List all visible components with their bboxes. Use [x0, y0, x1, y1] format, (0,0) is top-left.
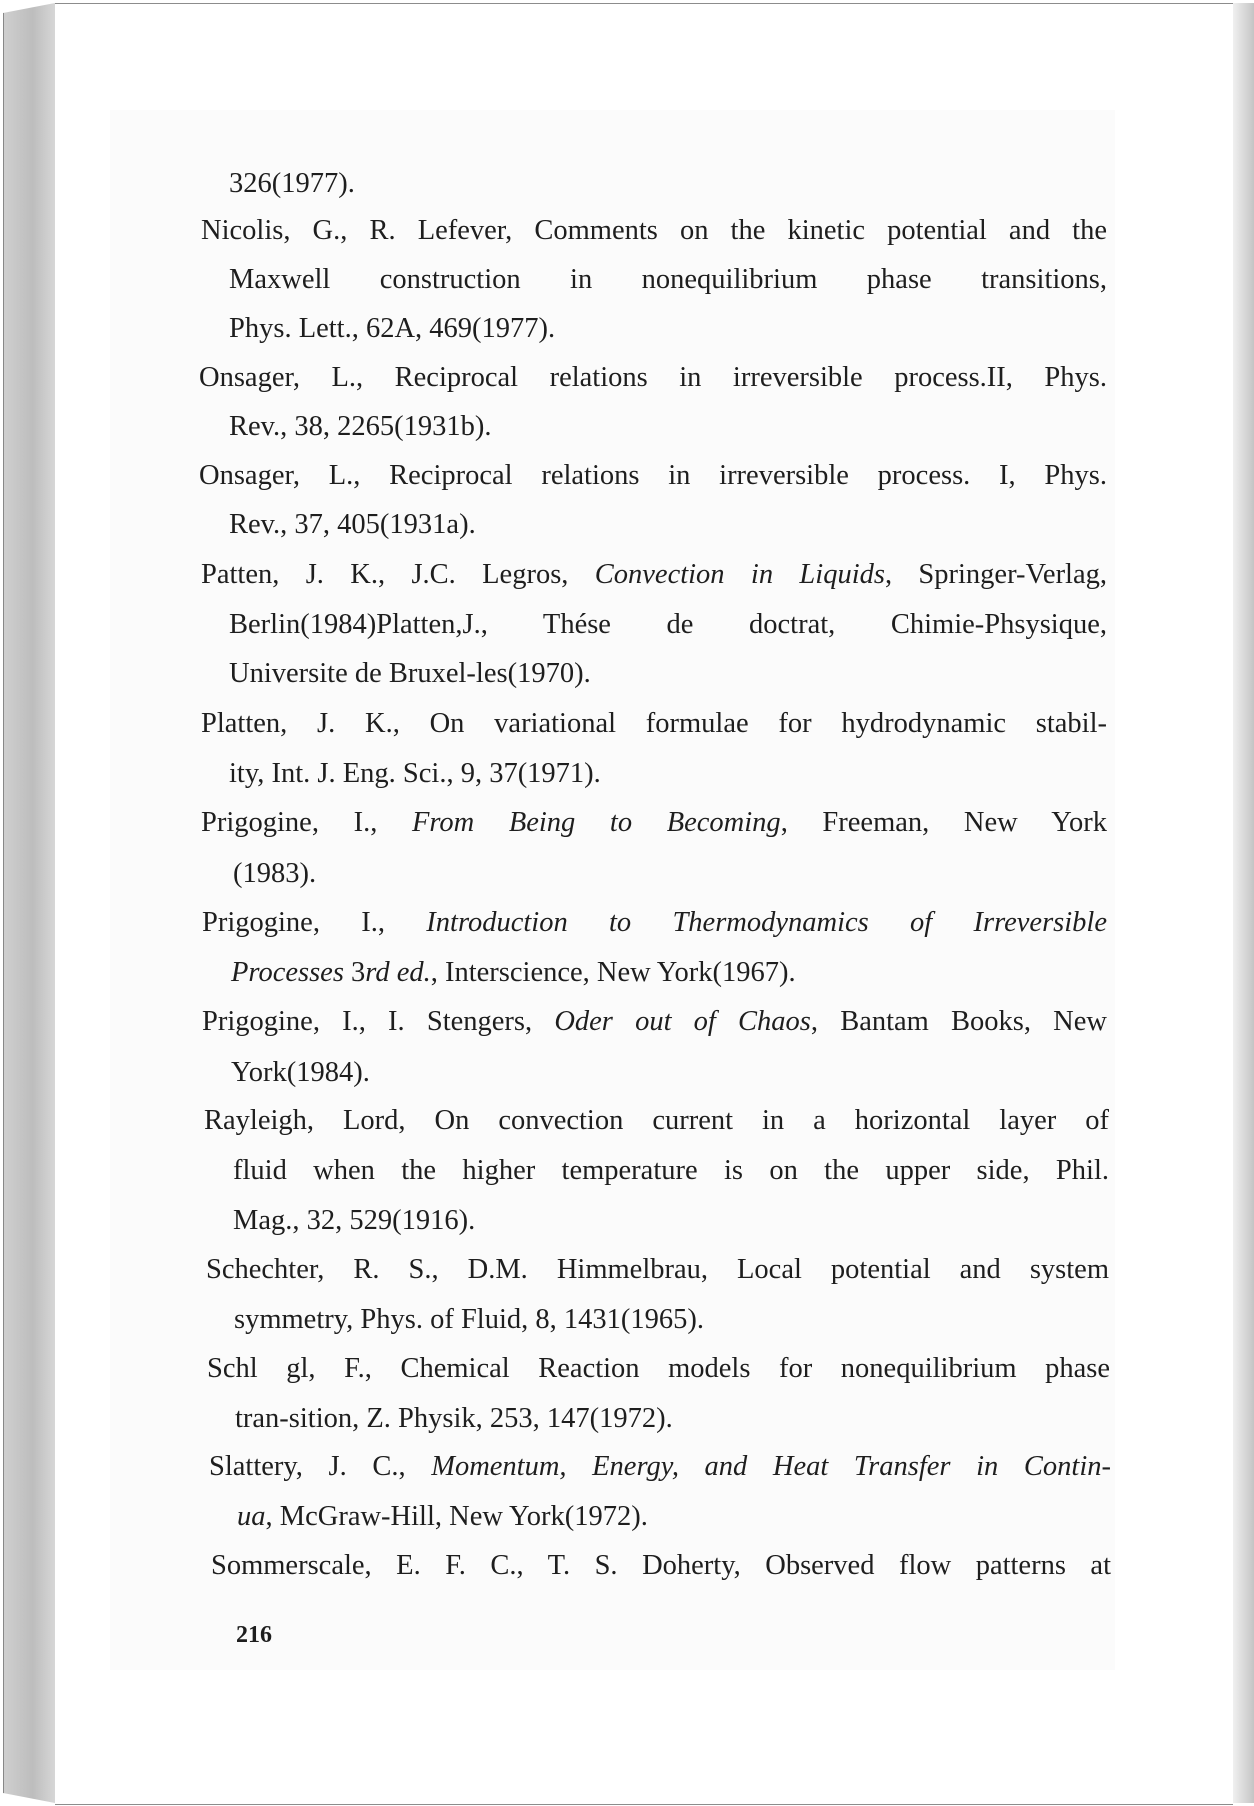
reference-text: , Freeman, New York	[780, 807, 1107, 838]
reference-text: Prigogine, I., I. Stengers,	[202, 1006, 555, 1037]
reference-line: (1983).	[233, 858, 317, 889]
reference-line: Rayleigh, Lord, On convection current in a horizontal layer of	[204, 1105, 1109, 1136]
reference-text: Prigogine, I.,	[201, 807, 412, 838]
page-number: 216	[236, 1622, 272, 1648]
reference-line: Berlin(1984)Platten,J., Thése de doctrat, Chimie-Phsysique,	[229, 609, 1107, 640]
reference-line: Onsager, L., Reciprocal relations in irreversible process.II, Phys.	[199, 362, 1107, 393]
reference-line: 326(1977).	[229, 168, 355, 199]
reference-line: Onsager, L., Reciprocal relations in irreversible process. I, Phys.	[199, 460, 1107, 491]
reference-line	[202, 906, 1107, 940]
reference-text: , McGraw-Hill, New York(1972).	[265, 1501, 648, 1532]
reference-line: tran-sition, Z. Physik, 253, 147(1972).	[235, 1403, 673, 1434]
reference-line	[201, 558, 1107, 592]
reference-line: Schl gl, F., Chemical Reaction models for nonequilibrium phase	[207, 1353, 1110, 1384]
reference-line	[202, 1005, 1107, 1039]
reference-line: Sommerscale, E. F. C., T. S. Doherty, Observed flow patterns at	[211, 1550, 1111, 1581]
reference-line: Phys. Lett., 62A, 469(1977).	[229, 313, 556, 344]
edition-text: rd ed.	[365, 957, 431, 988]
reference-line	[237, 1500, 648, 1534]
reference-text: Prigogine, I.,	[202, 907, 427, 938]
reference-line: ity, Int. J. Eng. Sci., 9, 37(1971).	[229, 758, 601, 789]
reference-line: York(1984).	[231, 1057, 370, 1088]
reference-text: Patten, J. K., J.C. Legros,	[201, 559, 595, 590]
book-title: Oder out of Chaos	[554, 1006, 811, 1037]
reference-line: Schechter, R. S., D.M. Himmelbrau, Local potential and system	[206, 1254, 1109, 1285]
book-title: Processes	[231, 957, 344, 988]
book-title: ua	[237, 1501, 266, 1532]
book-title: Introduction to Thermodynamics of Irreversible	[426, 907, 1107, 938]
reference-line	[209, 1450, 1111, 1484]
reference-line: Nicolis, G., R. Lefever, Comments on the kinetic potential and the	[201, 215, 1107, 246]
book-title: From Being to Becoming	[411, 807, 781, 838]
reference-line: Platten, J. K., On variational formulae for hydrodynamic stabil-	[201, 708, 1107, 739]
reference-line: Mag., 32, 529(1916).	[233, 1205, 476, 1236]
reference-text: , Interscience, New York(1967).	[430, 957, 796, 988]
reference-text: Slattery, J. C.,	[209, 1451, 432, 1482]
reference-line: Maxwell construction in nonequilibrium phase transitions,	[229, 264, 1107, 295]
reference-line: Rev., 37, 405(1931a).	[229, 509, 476, 540]
reference-text: , Bantam Books, New	[810, 1006, 1107, 1037]
reference-line: fluid when the higher temperature is on the upper side, Phil.	[233, 1155, 1109, 1186]
reference-line	[201, 806, 1107, 840]
reference-line: symmetry, Phys. of Fluid, 8, 1431(1965).	[234, 1304, 704, 1335]
reference-line	[231, 956, 796, 990]
book-title: Momentum, Energy, and Heat Transfer in Contin-	[431, 1451, 1111, 1482]
reference-text: 3	[343, 957, 366, 988]
reference-line: Rev., 38, 2265(1931b).	[229, 411, 492, 442]
reference-text: , Springer-Verlag,	[884, 559, 1107, 590]
reference-line: Universite de Bruxel-les(1970).	[229, 658, 591, 689]
book-title: Convection in Liquids	[594, 559, 885, 590]
